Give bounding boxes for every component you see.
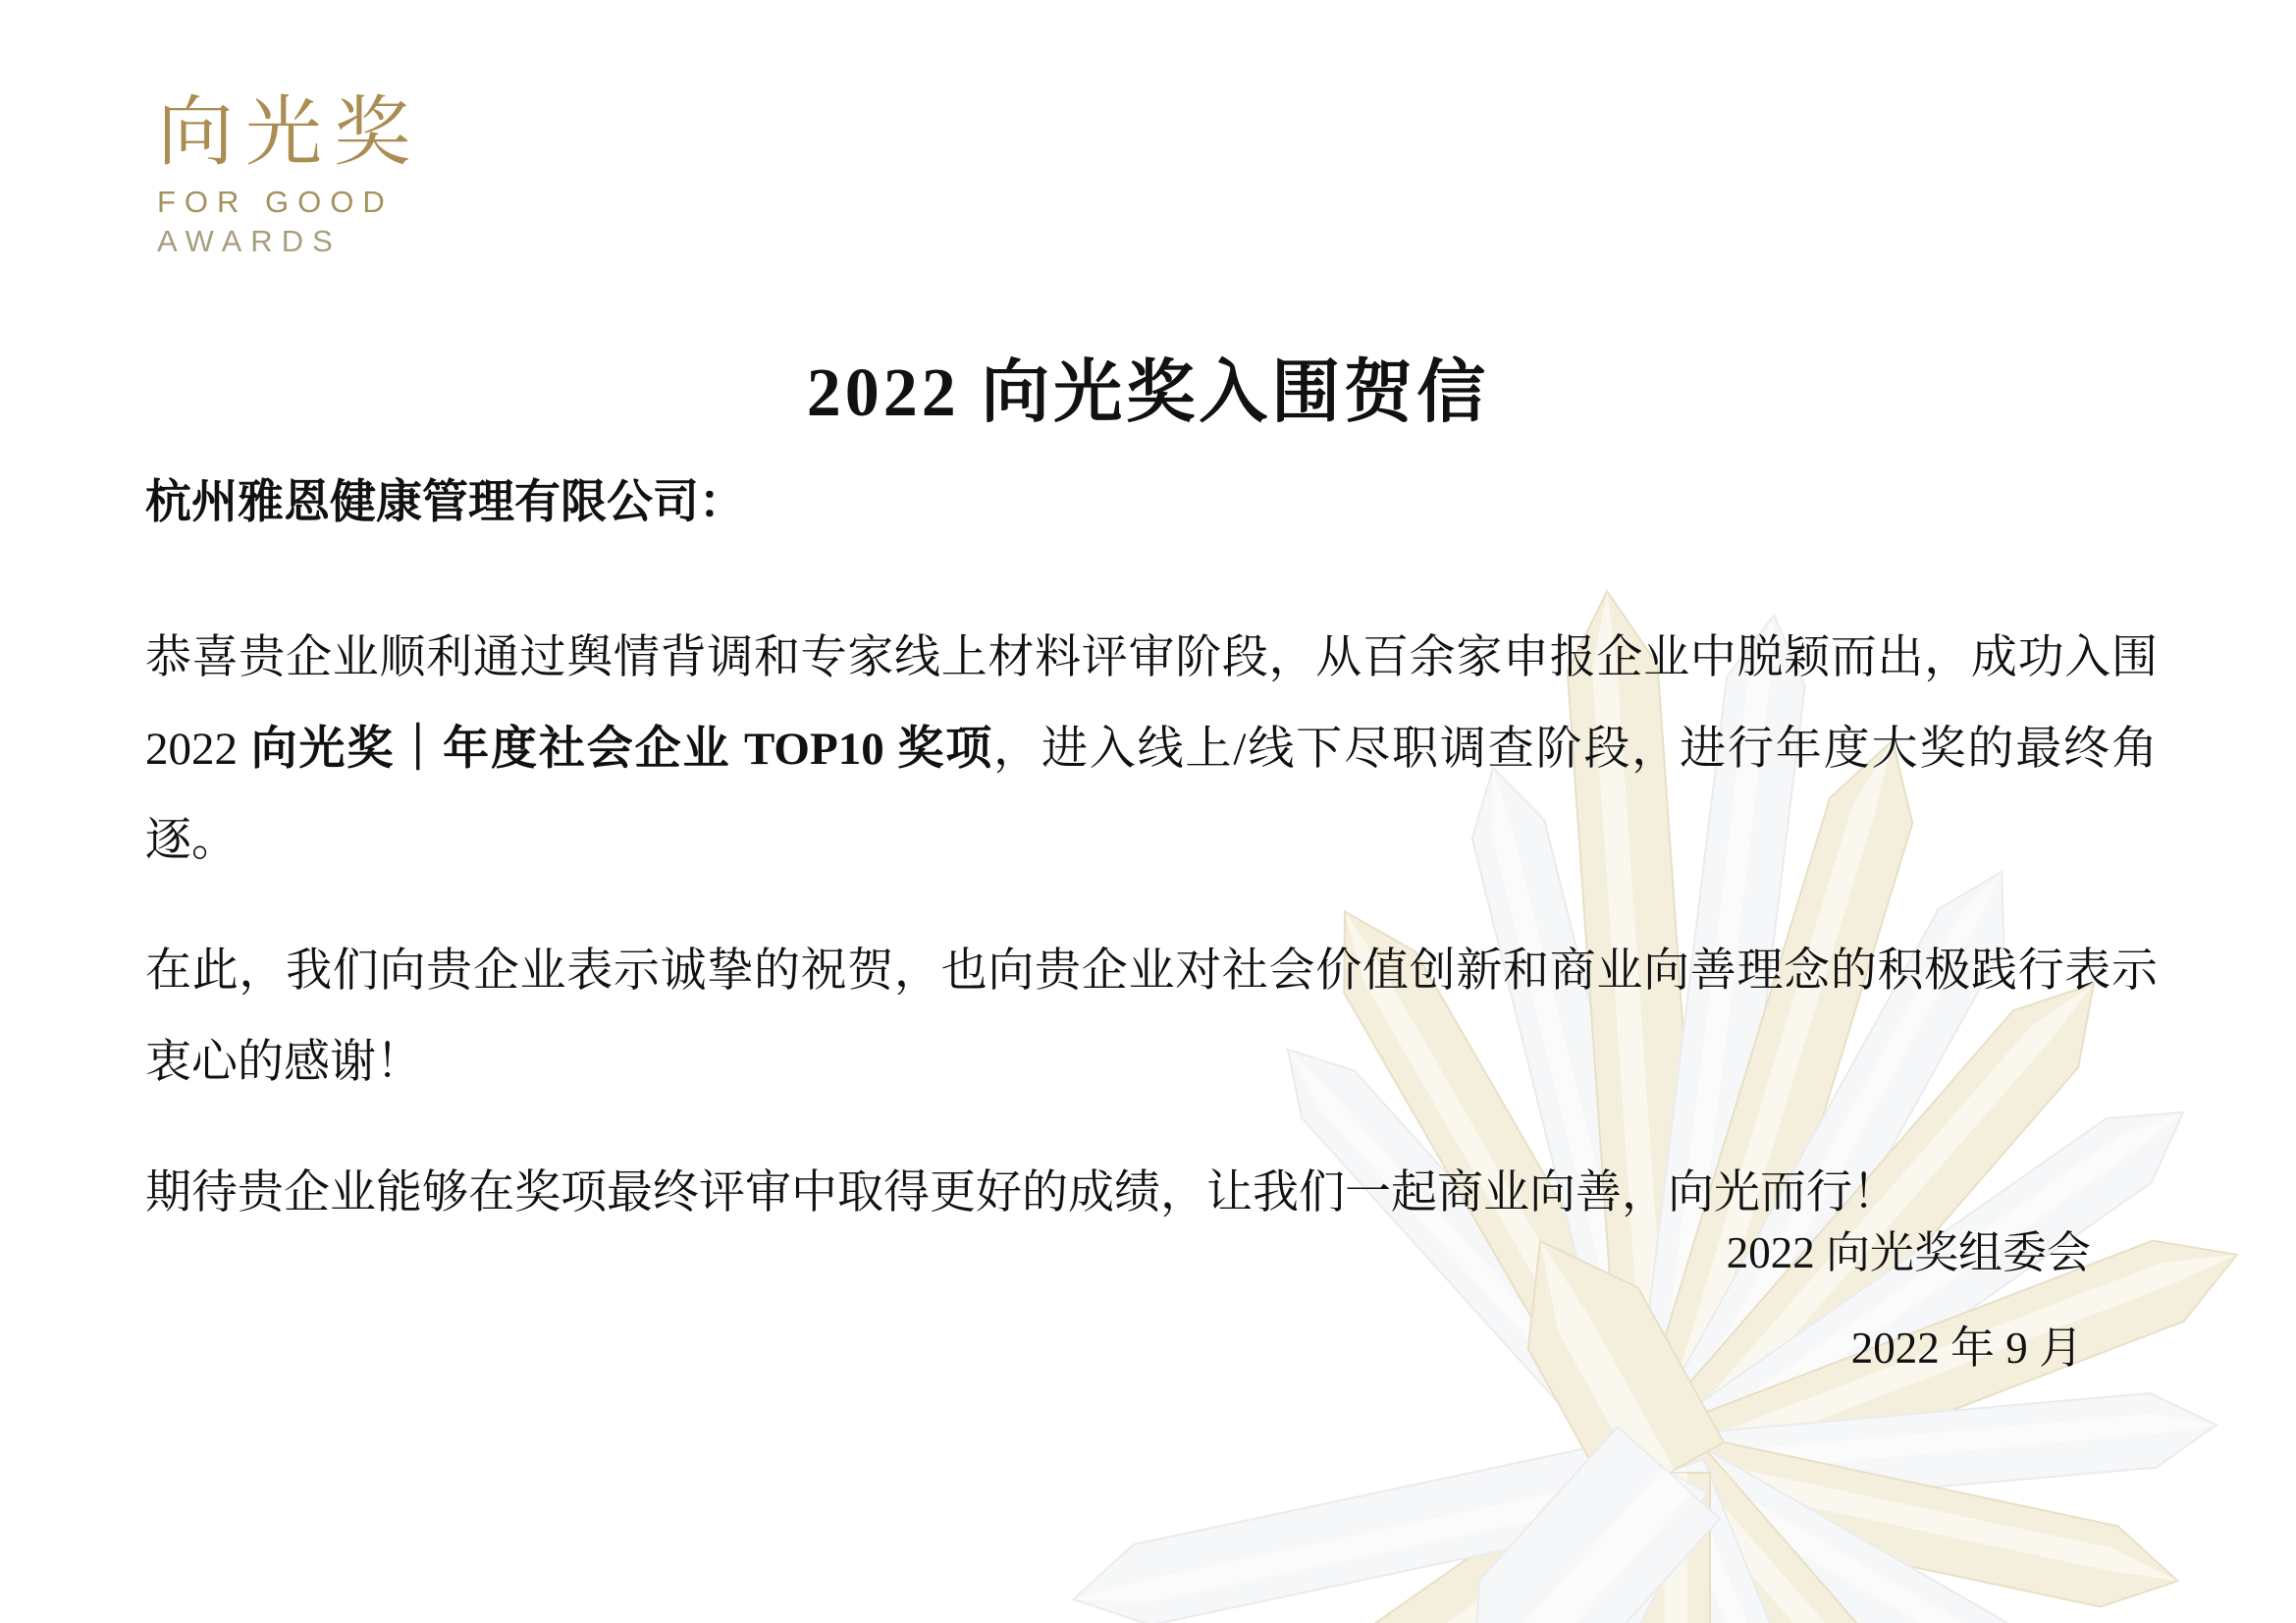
signature-committee: 2022 向光奖组委会 (1726, 1228, 2091, 1277)
addressee-line: 杭州雅恩健康管理有限公司： (145, 477, 745, 528)
for-good-awards-logo (157, 90, 422, 261)
signature-block (1727, 1206, 2091, 1396)
logo-wordmark: 向光奖 (157, 88, 423, 175)
paragraph-1-award-name: 向光奖｜年度社会企业 TOP10 奖项 (250, 724, 994, 775)
letter-title: 2022 向光奖入围贺信 (806, 354, 1490, 431)
logo-subtitle-awards: AWARDS (157, 224, 342, 258)
paragraph-1-lead: 恭喜贵企业顺利通过舆情背调和专家线上材料评审阶段，从百余家申报企业中脱颖而出，成功入围 2022 (145, 632, 2158, 775)
logo-subtitle-for-good: FOR GOOD (157, 185, 394, 219)
paragraph-2: 在此，我们向贵企业表示诚挚的祝贺，也向贵企业对社会价值创新和商业向善理念的积极践行表示衷心的感谢！ (145, 946, 2158, 1088)
signature-date: 2022 年 9 月 (1850, 1324, 2083, 1373)
letter-body (145, 473, 2158, 1239)
paragraph-1-tail: ，进入线上/线下尽职调查阶段，进行年度大奖的最终角逐。 (145, 724, 2159, 866)
paragraph-1 (145, 613, 2158, 887)
paragraph-3: 期待贵企业能够在奖项最终评审中取得更好的成绩，让我们一起商业向善，向光而行！ (145, 1167, 1898, 1218)
